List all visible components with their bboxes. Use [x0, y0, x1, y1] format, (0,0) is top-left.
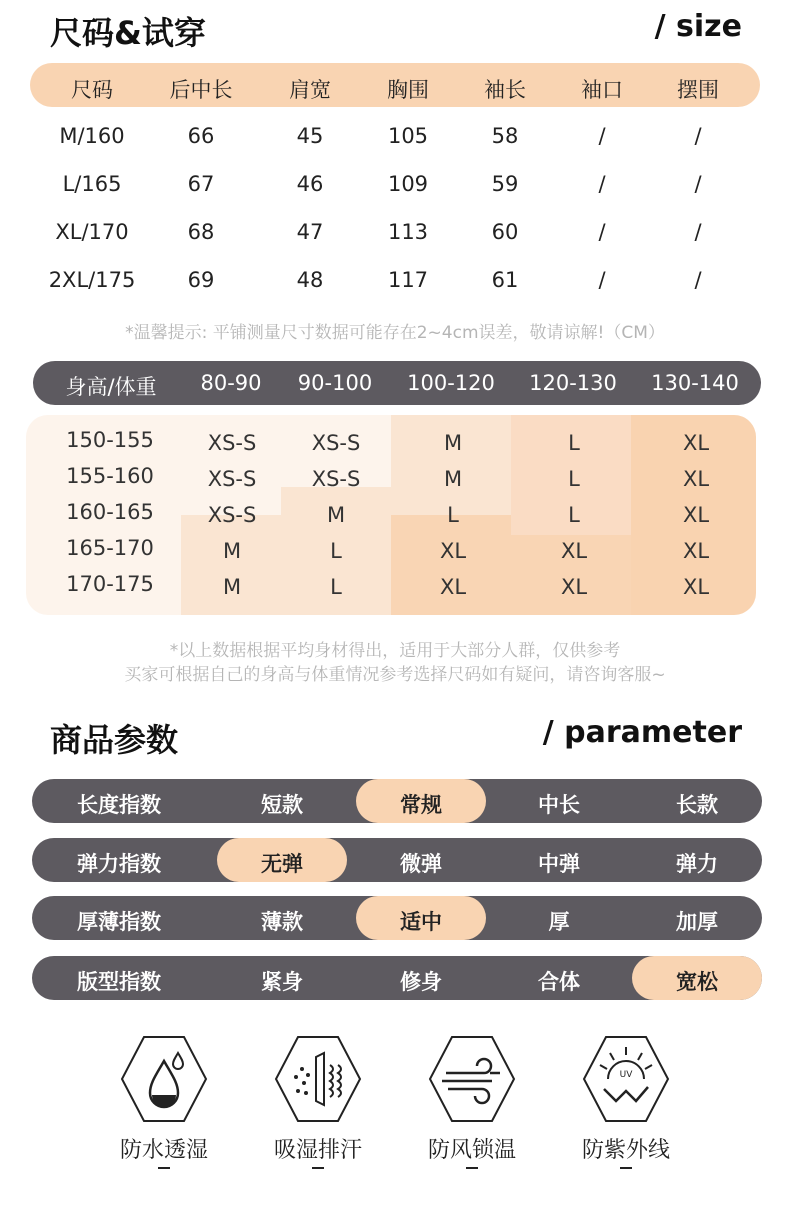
hw-header-cell: 身高/体重: [65, 375, 157, 399]
hw-size-cell: M: [222, 539, 242, 563]
feature-label: 防水透湿: [119, 1138, 209, 1163]
size-table-cell: 109: [387, 172, 429, 196]
hw-size-cell: M: [326, 503, 346, 527]
size-table-cell: 48: [296, 268, 324, 292]
feature-underline: [158, 1167, 170, 1169]
hw-size-cell: XS-S: [207, 431, 257, 455]
param-section-en-title: / parameter: [542, 715, 742, 750]
hw-size-cell: L: [330, 539, 342, 563]
size-table-cell: L/165: [62, 172, 122, 196]
hw-size-cell: XS-S: [311, 467, 361, 491]
hw-header-cell: 130-140: [651, 371, 739, 395]
size-section-title: 尺码&试穿: [50, 14, 206, 52]
param-option: 加厚: [676, 910, 718, 934]
size-table-cell: 2XL/175: [48, 268, 136, 292]
param-option-selected: 适中: [400, 910, 442, 934]
size-table-cell: 69: [187, 268, 215, 292]
size-table-cell: M/160: [59, 124, 125, 148]
size-table-cell: /: [598, 268, 606, 292]
param-row: [32, 896, 762, 940]
hw-size-cell: XL: [682, 539, 710, 563]
param-option-selected: 无弹: [261, 852, 303, 876]
size-table-cell: /: [694, 268, 702, 292]
param-row-label: 厚薄指数: [77, 910, 161, 934]
size-table-cell: 66: [187, 124, 215, 148]
size-header-cell: 摆围: [677, 78, 719, 102]
hw-size-cell: XL: [682, 503, 710, 527]
moisture-wicking-icon: [272, 1033, 364, 1125]
hw-size-cell: L: [568, 431, 580, 455]
size-table-cell: /: [598, 124, 606, 148]
size-table-cell: 59: [491, 172, 519, 196]
uv-text: UV: [619, 1070, 633, 1080]
hw-size-cell: XL: [439, 539, 467, 563]
hw-size-cell: L: [568, 503, 580, 527]
windproof-icon: [426, 1033, 518, 1125]
hw-note-1: *以上数据根据平均身材得出，适用于大部分人群，仅供参考: [169, 641, 621, 661]
hw-size-cell: XL: [560, 575, 588, 599]
feature-label: 吸湿排汗: [273, 1138, 363, 1163]
hw-size-cell: M: [222, 575, 242, 599]
hw-size-cell: XS-S: [311, 431, 361, 455]
hw-size-cell: XL: [682, 431, 710, 455]
size-section-en-title: / size: [654, 9, 742, 44]
hw-size-cell: XS-S: [207, 503, 257, 527]
param-row: [32, 779, 762, 823]
hw-row-label: 165-170: [66, 536, 154, 560]
size-table-cell: /: [694, 220, 702, 244]
param-option: 中长: [538, 793, 580, 817]
feature-underline: [466, 1167, 478, 1169]
size-header-cell: 袖口: [581, 78, 623, 102]
size-table-cell: 61: [491, 268, 519, 292]
size-table-cell: 113: [387, 220, 429, 244]
hw-size-cell: L: [330, 575, 342, 599]
feature-label: 防紫外线: [581, 1138, 671, 1163]
size-table-cell: 45: [296, 124, 324, 148]
size-table-cell: 46: [296, 172, 324, 196]
param-option: 长款: [676, 793, 718, 817]
hw-row-label: 155-160: [66, 464, 154, 488]
size-table-cell: 47: [296, 220, 324, 244]
hw-size-cell: XL: [560, 539, 588, 563]
param-option: 短款: [261, 793, 303, 817]
size-table-cell: 117: [387, 268, 429, 292]
hw-size-cell: M: [443, 467, 463, 491]
size-note: *温馨提示: 平铺测量尺寸数据可能存在2~4cm误差，敬请谅解!（CM）: [125, 323, 665, 343]
param-section-title: 商品参数: [50, 721, 179, 759]
param-option: 紧身: [261, 970, 303, 994]
hw-size-cell: XL: [682, 467, 710, 491]
hw-header-cell: 90-100: [297, 371, 373, 395]
hw-row-label: 160-165: [66, 500, 154, 524]
feature-underline: [312, 1167, 324, 1169]
size-table-cell: 58: [491, 124, 519, 148]
size-table-cell: /: [598, 172, 606, 196]
hw-size-cell: XL: [439, 575, 467, 599]
param-row-label: 弹力指数: [77, 852, 161, 876]
size-header-cell: 胸围: [387, 78, 429, 102]
size-table-cell: 68: [187, 220, 215, 244]
feature-underline: [620, 1167, 632, 1169]
param-row-label: 版型指数: [77, 970, 161, 994]
size-table-cell: 67: [187, 172, 215, 196]
hw-size-cell: XS-S: [207, 467, 257, 491]
hw-note-2: 买家可根据自己的身高与体重情况参考选择尺码如有疑问，请咨询客服~: [124, 665, 666, 685]
param-option: 微弹: [400, 852, 442, 876]
param-option: 合体: [538, 970, 580, 994]
hw-row-label: 150-155: [66, 428, 154, 452]
param-option-selected: 常规: [400, 793, 442, 817]
param-option: 厚: [548, 910, 570, 934]
size-table-cell: /: [694, 172, 702, 196]
size-table-cell: 105: [387, 124, 429, 148]
size-header-cell: 肩宽: [289, 78, 331, 102]
size-table-cell: XL/170: [55, 220, 129, 244]
size-table-cell: /: [694, 124, 702, 148]
hw-table-body: [26, 415, 756, 615]
param-option: 弹力: [676, 852, 718, 876]
hw-table-header: [33, 361, 761, 405]
hw-size-cell: XL: [682, 575, 710, 599]
hw-header-cell: 100-120: [407, 371, 495, 395]
size-table-cell: 60: [491, 220, 519, 244]
hw-size-cell: L: [447, 503, 459, 527]
feature-label: 防风锁温: [427, 1138, 517, 1163]
param-row: [32, 838, 762, 882]
hw-row-label: 170-175: [66, 572, 154, 596]
hw-header-cell: 80-90: [200, 371, 262, 395]
uv-protection-icon: [580, 1033, 672, 1125]
size-table-cell: /: [598, 220, 606, 244]
param-row: [32, 956, 762, 1000]
param-option: 修身: [400, 970, 442, 994]
param-option: 薄款: [261, 910, 303, 934]
size-header-cell: 尺码: [71, 78, 113, 102]
param-option-selected: 宽松: [676, 970, 718, 994]
size-header-cell: 袖长: [484, 78, 526, 102]
size-header-cell: 后中长: [169, 78, 233, 102]
param-row-label: 长度指数: [77, 793, 161, 817]
param-option: 中弹: [538, 852, 580, 876]
hw-size-cell: M: [443, 431, 463, 455]
hw-size-cell: L: [568, 467, 580, 491]
waterproof-drop-icon: [118, 1033, 210, 1125]
hw-header-cell: 120-130: [529, 371, 617, 395]
